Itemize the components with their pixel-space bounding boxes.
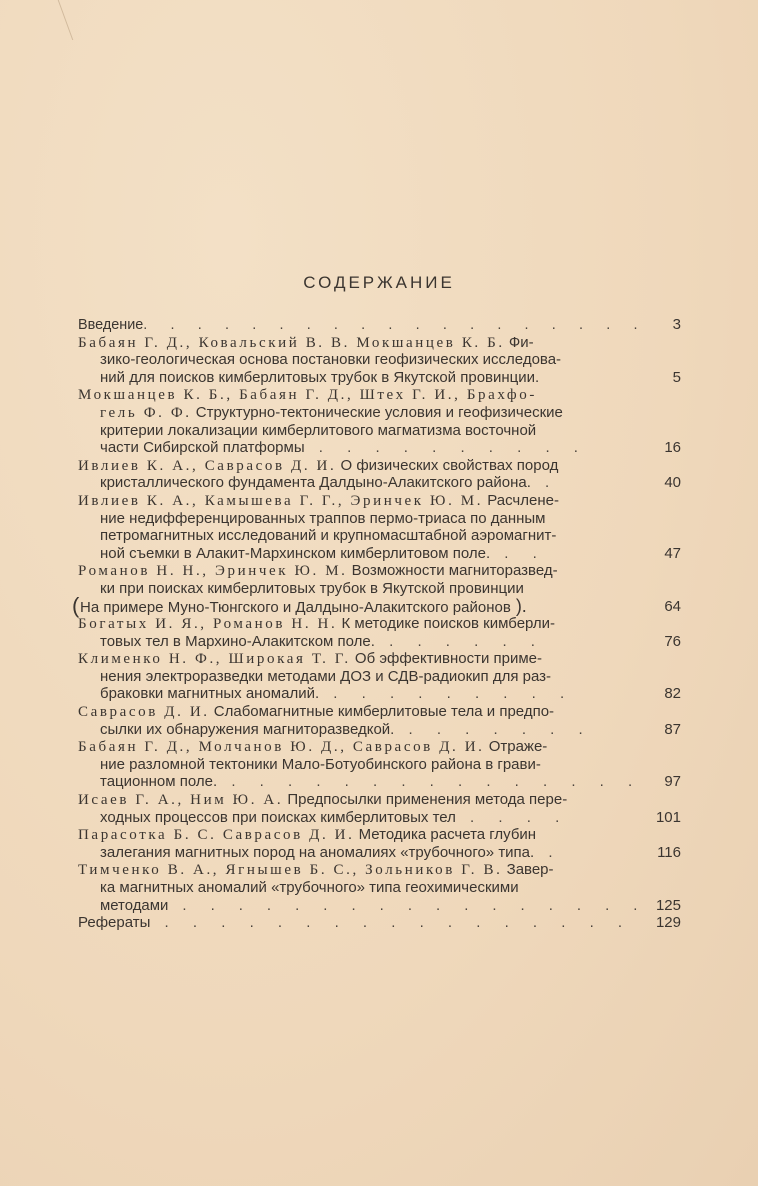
toc-authors: Саврасов Д. И. xyxy=(78,704,210,721)
toc-entry-line xyxy=(78,334,681,352)
toc-authors: Исаев Г. А., Ним Ю. А. xyxy=(78,792,284,809)
toc-entry-line xyxy=(78,527,681,545)
toc-line-text xyxy=(80,595,527,617)
page-title: СОДЕРЖАНИЕ xyxy=(303,273,455,292)
toc-title-text: О физических свойствах пород xyxy=(336,456,559,474)
leader-dots: . . . . . . . . . . . . . . . . . xyxy=(150,914,633,932)
toc-authors: Тимченко В. А., Ягнышев Б. С., Зольников Г. В. xyxy=(78,862,503,879)
page-number: 64 xyxy=(664,597,681,615)
toc-title-text: критерии локализации кимберлитового магматизма восточной xyxy=(100,421,537,439)
toc-authors: Парасотка Б. С. Саврасов Д. И. xyxy=(78,827,355,844)
toc-entry-line xyxy=(78,457,681,475)
toc-entry-line xyxy=(78,721,681,739)
page-number: 116 xyxy=(657,843,681,861)
toc-title-text: ние недифференцированных траппов пермо-триаса по данным xyxy=(100,509,546,527)
toc-line-text xyxy=(78,738,547,757)
page-crease xyxy=(38,0,74,40)
toc-entry-line xyxy=(78,791,681,809)
page-number: 16 xyxy=(664,439,681,457)
toc-title-text: Расчлене- xyxy=(483,491,559,509)
toc-authors: Бабаян Г. Д., Ковальский В. В. Мокшанцев К. Б. xyxy=(78,334,505,351)
toc-entry xyxy=(78,457,681,492)
toc-line-text xyxy=(100,897,647,915)
toc-title-text: зико-геологическая основа постановки геофизических исследова- xyxy=(100,351,562,369)
toc-title-text: Методика расчета глубин xyxy=(354,826,537,844)
toc-title-text: браковки магнитных аномалий. xyxy=(100,685,320,703)
toc-line-text xyxy=(100,369,539,387)
toc-title-text: Об эффективности приме- xyxy=(350,650,542,668)
toc-line-text xyxy=(78,492,559,511)
toc-line-text xyxy=(100,510,545,528)
toc-entry-line xyxy=(78,914,681,932)
toc-title-text: части Сибирской платформы xyxy=(100,439,305,457)
toc-title-text: залегания магнитных пород на аномалиях «трубочного» типа. xyxy=(100,843,535,861)
toc-title-text: Возможности магниторазвед- xyxy=(347,562,558,580)
toc-authors: Бабаян Г. Д., Молчанов Ю. Д., Саврасов Д. И. xyxy=(78,739,485,756)
toc-entry-line xyxy=(78,809,681,827)
toc-entry xyxy=(78,492,681,562)
toc-title-text: Слабомагнитные кимберлитовые тела и предпо- xyxy=(209,703,555,721)
toc-title-text: кристаллического фундамента Далдыно-Алакитского района. xyxy=(100,474,531,492)
toc-line-text xyxy=(100,633,545,651)
toc-entry-line xyxy=(78,685,681,703)
toc-line-text xyxy=(100,721,593,739)
toc-title-text: нения электроразведки методами ДОЗ и СДВ-радиокип для раз- xyxy=(100,667,552,685)
toc-entry xyxy=(72,562,681,618)
toc-line-text xyxy=(100,668,551,686)
page-number: 87 xyxy=(664,720,681,738)
toc-entry-line xyxy=(78,545,681,563)
toc-entry-line xyxy=(78,879,681,897)
toc-line-text xyxy=(100,844,563,862)
toc-entry xyxy=(78,615,681,650)
toc-title-text: Рефераты xyxy=(78,914,151,932)
handwritten-parenthesis: ( xyxy=(72,592,80,618)
table-of-contents xyxy=(72,316,681,932)
toc-entry-line xyxy=(78,510,681,528)
toc-title-text: ка магнитных аномалий «трубочного» типа геохимическими xyxy=(100,879,519,896)
toc-entry-line xyxy=(78,422,681,440)
toc-entry-line xyxy=(78,492,681,510)
toc-title-text: Введение xyxy=(78,316,144,333)
page-number: 3 xyxy=(672,316,681,333)
toc-line-text xyxy=(78,826,536,845)
toc-line-text xyxy=(78,914,632,932)
toc-title-text: тационном поле. xyxy=(100,773,218,791)
toc-authors: Мокшанцев К. Б., Бабаян Г. Д., Штех Г. И., Брахфо- xyxy=(78,387,537,404)
toc-entry xyxy=(78,386,681,456)
toc-line-text xyxy=(100,545,547,563)
page-number: 5 xyxy=(672,368,681,386)
toc-entry-line xyxy=(78,756,681,774)
toc-authors: Ивлиев К. А., Саврасов Д. И. xyxy=(78,457,337,474)
toc-entry xyxy=(78,334,681,387)
leader-dots: . . . . . . . . . . xyxy=(304,439,588,457)
toc-entry-line xyxy=(78,615,681,633)
toc-line-text xyxy=(100,809,569,827)
toc-title-text: ний для поисков кимберлитовых трубок в Якутской провинции. xyxy=(100,368,540,386)
toc-entry-line xyxy=(78,386,681,404)
toc-line-text xyxy=(100,422,536,440)
toc-entry xyxy=(78,316,681,334)
toc-line-text xyxy=(78,334,534,353)
page-number: 129 xyxy=(655,914,681,932)
toc-title-text: методами xyxy=(100,896,169,914)
toc-title-text: Отраже- xyxy=(484,738,548,756)
page-number: 40 xyxy=(664,474,681,492)
toc-entry-line xyxy=(78,316,681,334)
toc-authors: Богатых И. Я., Романов Н. Н. xyxy=(78,616,338,633)
toc-authors: Ивлиев К. А., Камышева Г. Г., Эринчек Ю. М. xyxy=(78,492,484,509)
toc-entry xyxy=(78,738,681,791)
toc-line-text xyxy=(78,861,554,880)
toc-line-text xyxy=(78,386,537,405)
toc-entry-line xyxy=(78,773,681,791)
toc-entry-line xyxy=(78,562,681,580)
toc-entry-line xyxy=(78,703,681,721)
page-number: 97 xyxy=(664,773,681,791)
page-number: 125 xyxy=(655,896,681,914)
toc-title-text: ной съемки в Алакит-Мархинском кимберлитовом поле. xyxy=(100,544,491,562)
toc-title-text: ние разломной тектоники Мало-Ботуобинского района в грави- xyxy=(100,755,541,773)
leader-dots: . . . . . . . . . . . . . . . . . xyxy=(168,896,648,914)
toc-authors: гель Ф. Ф. xyxy=(100,404,192,421)
toc-line-text xyxy=(78,703,554,722)
toc-authors: Клименко Н. Ф., Широкая Т. Г. xyxy=(78,651,351,668)
toc-entry xyxy=(78,826,681,861)
leader-dots: . xyxy=(530,474,560,492)
toc-title-text: Завер- xyxy=(502,861,554,879)
toc-title-text: Структурно-тектонические условия и геофизические xyxy=(191,403,563,421)
leader-dots: . . . . . . . . . . . . . . . . . . . xyxy=(143,316,648,333)
toc-entry-line xyxy=(78,439,681,457)
toc-entry-line xyxy=(78,650,681,668)
toc-entry-line xyxy=(78,861,681,879)
toc-entry xyxy=(78,650,681,703)
toc-line-text xyxy=(100,527,556,545)
toc-title-text: ки при поисках кимберлитовых трубок в Якутской провинции xyxy=(100,579,524,597)
toc-line-text xyxy=(78,316,647,334)
page-number: 101 xyxy=(655,808,681,826)
toc-line-text xyxy=(100,439,588,457)
leader-dots: . xyxy=(534,843,563,861)
toc-line-text xyxy=(78,457,558,476)
toc-entry-line xyxy=(78,897,681,915)
leader-dots: . . xyxy=(490,544,547,562)
leader-dots: . . . . xyxy=(455,808,570,826)
toc-title-text: ходных процессов при поисках кимберлитовых тел xyxy=(100,808,456,826)
toc-entry-line xyxy=(78,668,681,686)
toc-title-text: петромагнитных исследований и крупномасштабной аэромагнит- xyxy=(100,527,557,545)
toc-title-text: К методике поисков кимберли- xyxy=(337,615,555,633)
leader-dots: . . . . . . . . . . . . . . . xyxy=(217,773,643,791)
toc-line-text xyxy=(100,756,541,774)
page-number: 47 xyxy=(664,544,681,562)
toc-title-text: товых тел в Мархино-Алакитском поле. xyxy=(100,632,375,650)
toc-line-text xyxy=(100,404,563,423)
toc-entry-line xyxy=(78,474,681,492)
leader-dots: . . . . . . xyxy=(374,632,545,650)
toc-line-text xyxy=(78,650,542,669)
toc-authors: Романов Н. Н., Эринчек Ю. М. xyxy=(78,563,348,580)
page-number: 76 xyxy=(664,632,681,650)
toc-title-text: На примере Муно-Тюнгского и Далдыно-Алакитского районов xyxy=(80,598,511,616)
toc-line-text xyxy=(100,580,524,598)
toc-title-text: сылки их обнаружения магниторазведкой. xyxy=(100,720,395,738)
toc-entry-line xyxy=(78,369,681,387)
toc-entry-line xyxy=(78,844,681,862)
toc-entry-line xyxy=(78,826,681,844)
toc-line-text xyxy=(78,562,558,581)
toc-entry-line xyxy=(72,592,681,618)
toc-line-text xyxy=(100,351,561,369)
toc-entry-line xyxy=(78,351,681,369)
toc-entry xyxy=(78,861,681,914)
handwritten-parenthesis-close: ). xyxy=(510,595,527,616)
toc-title-text: Фи- xyxy=(504,333,534,351)
toc-entry xyxy=(78,914,681,932)
toc-entry xyxy=(78,791,681,826)
toc-line-text xyxy=(100,773,642,791)
toc-line-text xyxy=(100,685,574,703)
toc-line-text xyxy=(78,615,555,634)
toc-title-text: Предпосылки применения метода пере- xyxy=(283,791,568,809)
toc-line-text xyxy=(100,879,519,897)
toc-line-text xyxy=(78,791,567,810)
toc-entry-line xyxy=(78,580,681,598)
toc-line-text xyxy=(100,474,559,492)
leader-dots: . . . . . . . xyxy=(394,720,593,738)
toc-entry-line xyxy=(78,404,681,422)
page-number: 82 xyxy=(664,685,681,703)
leader-dots: . . . . . . . . . xyxy=(319,685,575,703)
toc-entry xyxy=(78,703,681,738)
toc-entry-line xyxy=(78,738,681,756)
toc-entry-line xyxy=(78,633,681,651)
